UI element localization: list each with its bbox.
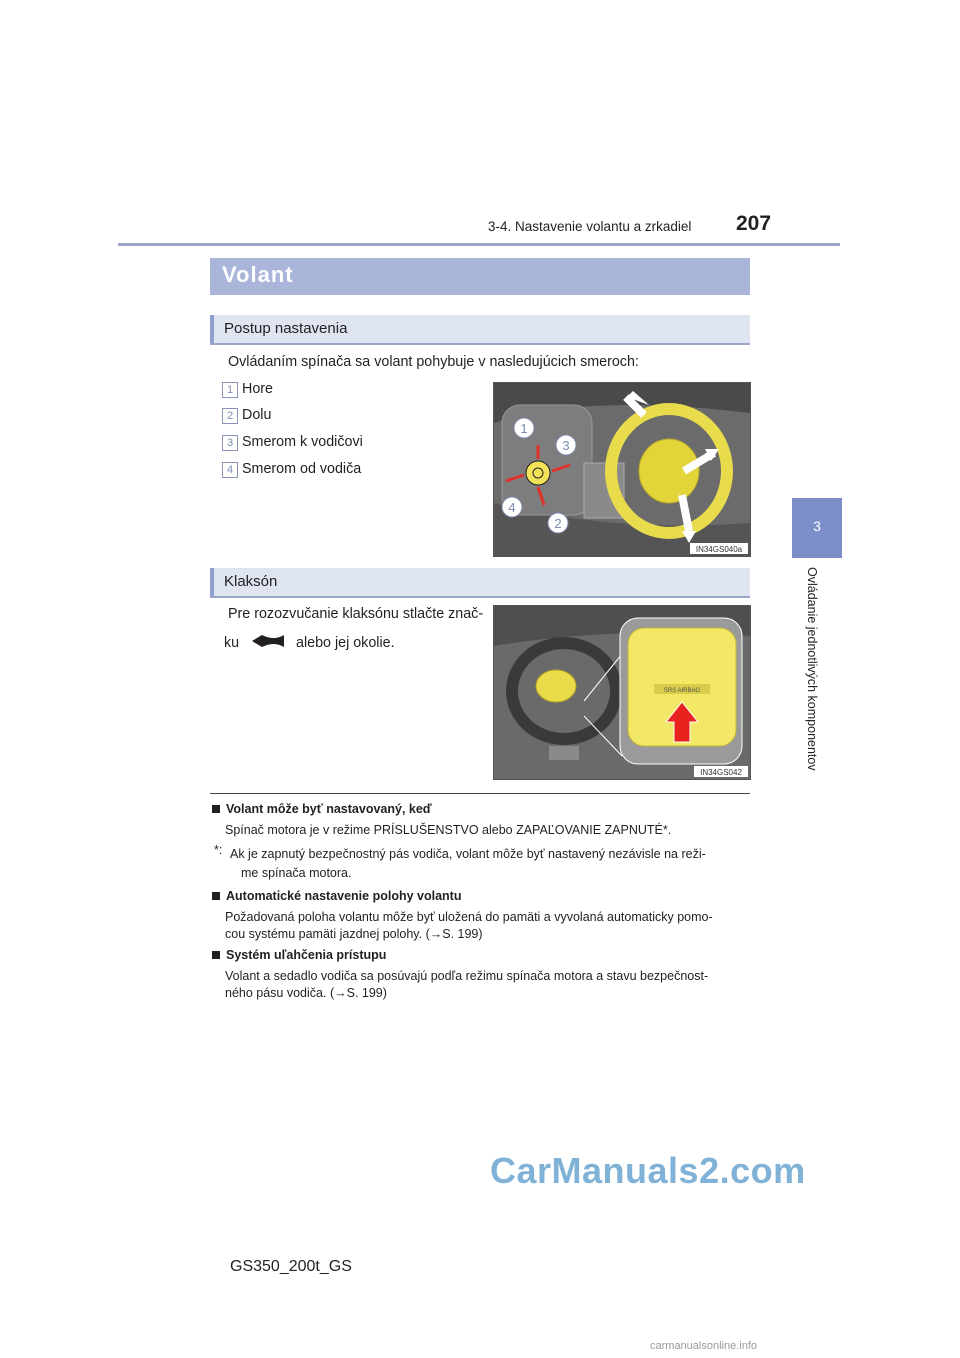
item-number: 2 bbox=[222, 408, 238, 424]
square-bullet-icon bbox=[212, 892, 220, 900]
note-text: Spínač motora je v režime PRÍSLUŠENSTVO alebo ZAPAĽOVANIE ZAPNUTÉ*. bbox=[225, 823, 672, 837]
section-title: 3-4. Nastavenie volantu a zrkadiel bbox=[488, 219, 692, 234]
airbag-badge: SRS AIRBAG bbox=[663, 688, 701, 694]
callout-2: 2 bbox=[554, 516, 562, 531]
horn-text-prefix: ku bbox=[224, 635, 240, 651]
note-title: Systém uľahčenia prístupu bbox=[212, 948, 386, 962]
watermark-bottom: carmanualsonline.info bbox=[650, 1340, 758, 1352]
watermark: CarManuals2.com bbox=[490, 1150, 806, 1191]
item-label: Hore bbox=[242, 381, 273, 397]
note-text: Volant a sedadlo vodiča sa posúvajú podľa režimu spínača motora a stavu bezpečnost- bbox=[225, 969, 709, 983]
item-number: 4 bbox=[222, 462, 238, 478]
callout-3: 3 bbox=[562, 438, 570, 453]
callout-1: 1 bbox=[520, 421, 528, 436]
footnote-text: Ak je zapnutý bezpečnostný pás vodiča, volant môže byť nastavený nezávisle na reži- bbox=[230, 847, 706, 861]
item-number: 1 bbox=[222, 382, 238, 398]
footnote-mark: *: bbox=[214, 843, 223, 857]
footnote-text: me spínača motora. bbox=[241, 866, 352, 880]
square-bullet-icon bbox=[212, 951, 220, 959]
steering-adjust-figure bbox=[493, 382, 751, 557]
item-label: Smerom k vodičovi bbox=[242, 434, 363, 450]
procedure-intro: Ovládaním spínača sa volant pohybuje v nasledujúcich smeroch: bbox=[228, 354, 639, 370]
note-title: Volant môže byť nastavovaný, keď bbox=[212, 802, 432, 816]
item-number: 3 bbox=[222, 435, 238, 451]
subsection-heading-horn: Klaksón bbox=[210, 568, 750, 598]
note-text: Požadovaná poloha volantu môže byť uložená do pamäti a vyvolaná automaticky pomo- bbox=[225, 910, 713, 924]
square-bullet-icon bbox=[212, 805, 220, 813]
page-number: 207 bbox=[736, 212, 772, 235]
steering-adjust-illustration bbox=[494, 383, 750, 556]
horn-figure bbox=[493, 605, 751, 780]
note-title: Automatické nastavenie polohy volantu bbox=[212, 889, 461, 903]
chapter-number: 3 bbox=[813, 518, 821, 534]
callout-4: 4 bbox=[508, 500, 516, 515]
subsection-heading-procedure: Postup nastavenia bbox=[210, 315, 750, 345]
horn-icon bbox=[250, 632, 286, 655]
footer-model: GS350_200t_GS bbox=[230, 1258, 352, 1275]
figure-code: IN34GS040a bbox=[695, 545, 743, 554]
note-text: cou systému pamäti jazdnej polohy. (→S. 199) bbox=[225, 927, 483, 941]
notes-separator bbox=[210, 793, 750, 794]
item-label: Smerom od vodiča bbox=[242, 461, 362, 477]
item-label: Dolu bbox=[242, 407, 272, 423]
horn-illustration bbox=[494, 606, 750, 779]
chapter-label: Ovládanie jednotlivých komponentov bbox=[805, 567, 819, 771]
horn-text-suffix: alebo jej okolie. bbox=[296, 635, 395, 651]
figure-code: IN34GS042 bbox=[700, 768, 742, 777]
horn-text-line1: Pre rozozvučanie klaksónu stlačte znač- bbox=[228, 606, 484, 622]
page-title: Volant bbox=[210, 258, 750, 295]
header-rule bbox=[118, 243, 840, 246]
note-text: ného pásu vodiča. (→S. 199) bbox=[225, 986, 387, 1000]
